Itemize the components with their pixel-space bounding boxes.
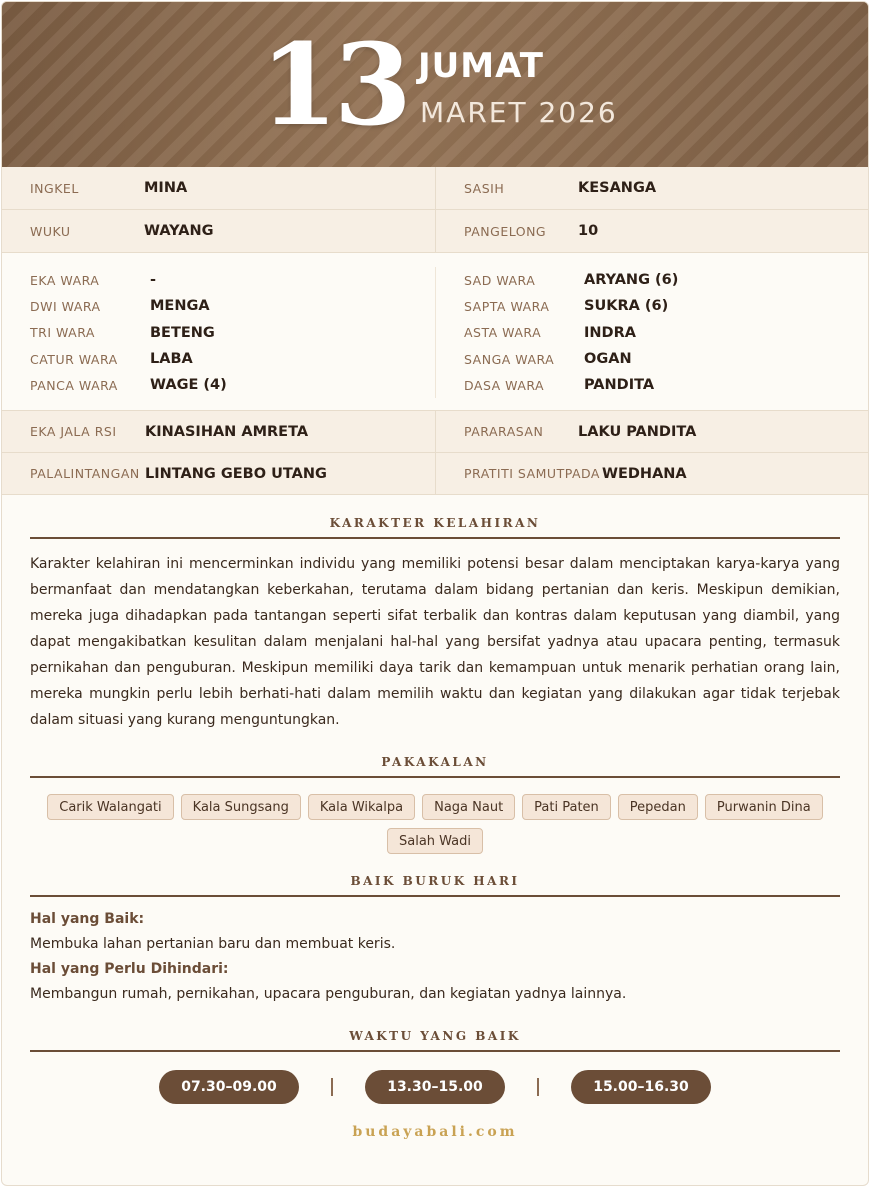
wuku-label: WUKU xyxy=(30,223,71,239)
wara-value: OGAN xyxy=(584,351,632,368)
karakter-title: KARAKTER KELAHIRAN xyxy=(30,516,840,539)
sasih-label: SASIH xyxy=(464,180,505,196)
wuku-cell xyxy=(2,210,435,252)
waktu-title: WAKTU YANG BAIK xyxy=(30,1029,840,1052)
wara-label: DASA WARA xyxy=(464,377,545,393)
wara-left-column xyxy=(2,267,435,398)
pakakalan-tag: Kala Wikalpa xyxy=(308,794,415,820)
wara-label: SAPTA WARA xyxy=(464,298,550,314)
wara-label: TRI WARA xyxy=(30,325,95,341)
baik-buruk-section xyxy=(2,874,868,1007)
pangelong-cell xyxy=(435,210,868,252)
palalintangan-label: PALALINTANGAN xyxy=(30,466,140,482)
good-label: Hal yang Baik: xyxy=(30,911,145,928)
info-row-ingkel-sasih xyxy=(2,167,868,210)
wara-label: ASTA WARA xyxy=(464,325,542,341)
wara-value: MENGA xyxy=(150,298,210,315)
wara-value: LABA xyxy=(150,351,193,368)
avoid-label: Hal yang Perlu Dihindari: xyxy=(30,961,229,978)
wara-right-column xyxy=(435,267,868,398)
wara-label: EKA WARA xyxy=(30,272,100,288)
wara-label: CATUR WARA xyxy=(30,351,118,367)
good-text: Membuka lahan pertanian baru dan membuat keris. xyxy=(30,936,396,953)
month-year: MARET 2026 xyxy=(420,96,618,129)
palalintangan-cell xyxy=(2,453,435,494)
ingkel-cell xyxy=(2,167,435,209)
wara-item xyxy=(30,372,435,398)
time-slot: 13.30–15.00 xyxy=(365,1070,505,1104)
wara-item xyxy=(30,346,435,372)
pakakalan-tag: Carik Walangati xyxy=(47,794,173,820)
day-name: JUMAT xyxy=(418,46,544,86)
pratiti-samutpada-label: PRATITI SAMUTPADA xyxy=(464,466,600,482)
pakakalan-tag: Naga Naut xyxy=(422,794,515,820)
wara-label: SAD WARA xyxy=(464,272,536,288)
karakter-text: Karakter kelahiran ini mencerminkan individu yang memiliki potensi besar dalam menciptakan karya-karya yang bermanfaat dan mendatangkan keberkahan, terutama dalam bidang pertanian dan keris. Meskipun demikian, mereka juga dihadapkan pada tantangan seperti sifat terbalik dan kontras dalam keputusan yang diambil, yang dapat mengakibatkan kesulitan dalam menjalani hal-hal yang bersifat yadnya atau upacara penting, termasuk pernikahan dan penguburan. Meskipun memiliki daya tarik dan kemampuan untuk menarik perhatian orang lain, mereka mungkin perlu lebih berhati-hati dalam memilih waktu dan kegiatan yang dilakukan agar tidak terjebak dalam situasi yang kurang menguntungkan. xyxy=(30,556,840,729)
pakakalan-tag: Purwanin Dina xyxy=(705,794,823,820)
wara-label: SANGA WARA xyxy=(464,351,555,367)
wara-value: - xyxy=(150,272,157,289)
wara-block xyxy=(2,253,868,411)
day-number: 13 xyxy=(260,20,408,151)
wara-item xyxy=(464,372,868,398)
time-slot: 15.00–16.30 xyxy=(571,1070,711,1104)
wara-item xyxy=(464,346,868,372)
waktu-section xyxy=(2,1029,868,1104)
wara-label: PANCA WARA xyxy=(30,377,118,393)
sasih-value: KESANGA xyxy=(578,180,657,196)
wara-value: ARYANG (6) xyxy=(584,272,679,289)
info-row-ekajalarsi-pararasan xyxy=(2,411,868,453)
wara-item xyxy=(30,293,435,319)
date-header xyxy=(2,2,868,167)
time-slots xyxy=(2,1070,868,1104)
baik-buruk-content xyxy=(2,907,868,1007)
karakter-section xyxy=(2,516,868,733)
pangelong-value: 10 xyxy=(578,223,599,239)
footer-brand: budayabali.com xyxy=(352,1124,518,1141)
pararasan-label: PARARASAN xyxy=(464,424,544,440)
pakakalan-tags xyxy=(42,794,828,854)
wara-label: DWI WARA xyxy=(30,298,101,314)
ingkel-value: MINA xyxy=(144,180,188,196)
info-row-wuku-pangelong xyxy=(2,210,868,253)
wara-value: SUKRA (6) xyxy=(584,298,669,315)
wara-item xyxy=(30,267,435,293)
time-divider xyxy=(331,1078,333,1096)
baik-buruk-title: BAIK BURUK HARI xyxy=(30,874,840,897)
wara-value: PANDITA xyxy=(584,377,655,394)
pakakalan-tag: Salah Wadi xyxy=(387,828,483,854)
sasih-cell xyxy=(435,167,868,209)
time-divider xyxy=(537,1078,539,1096)
wara-item xyxy=(464,267,868,293)
pratiti-samutpada-value: WEDHANA xyxy=(602,465,687,482)
info-row-palalintangan-pratiti xyxy=(2,453,868,495)
wara-item xyxy=(464,320,868,346)
pakakalan-tag: Kala Sungsang xyxy=(181,794,301,820)
wara-item xyxy=(464,293,868,319)
time-slot: 07.30–09.00 xyxy=(159,1070,299,1104)
pakakalan-section xyxy=(2,755,868,854)
pakakalan-title: PAKAKALAN xyxy=(30,755,840,778)
pararasan-value: LAKU PANDITA xyxy=(578,423,697,440)
pararasan-cell xyxy=(435,411,868,452)
eka-jala-rsi-label: EKA JALA RSI xyxy=(30,424,117,440)
avoid-text: Membangun rumah, pernikahan, upacara penguburan, dan kegiatan yadnya lainnya. xyxy=(30,986,627,1003)
pakakalan-tag: Pepedan xyxy=(618,794,698,820)
pratiti-samutpada-cell xyxy=(435,453,868,494)
ingkel-label: INGKEL xyxy=(30,180,79,196)
wara-value: WAGE (4) xyxy=(150,377,227,394)
pakakalan-tag: Pati Paten xyxy=(522,794,611,820)
eka-jala-rsi-value: KINASIHAN AMRETA xyxy=(145,423,309,440)
wara-value: INDRA xyxy=(584,324,636,341)
wara-item xyxy=(30,320,435,346)
wara-value: BETENG xyxy=(150,324,215,341)
eka-jala-rsi-cell xyxy=(2,411,435,452)
palalintangan-value: LINTANG GEBO UTANG xyxy=(145,465,327,482)
pangelong-label: PANGELONG xyxy=(464,223,547,239)
calendar-card xyxy=(1,1,869,1186)
wuku-value: WAYANG xyxy=(144,223,214,239)
